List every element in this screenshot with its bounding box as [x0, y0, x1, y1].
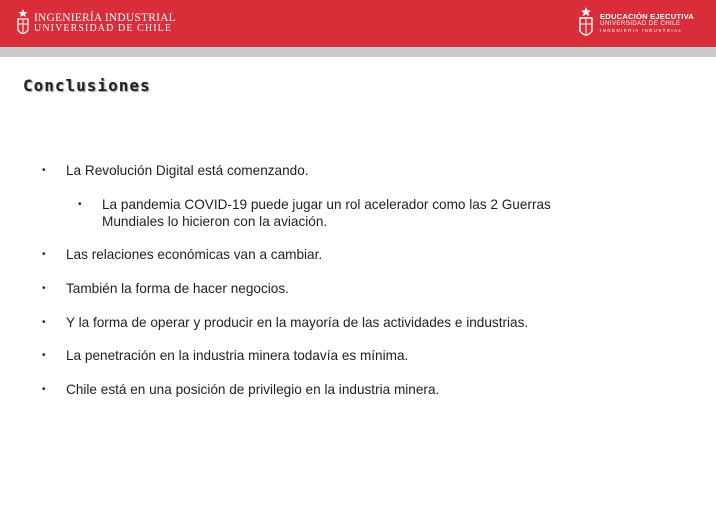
logo-left-line1: INGENIERÍA INDUSTRIAL — [34, 11, 176, 24]
logo-left-line2: UNIVERSIDAD DE CHILE — [34, 22, 173, 34]
bullet-dot: • — [42, 317, 46, 328]
bullet-text: Chile está en una posición de privilegio en la industria minera. — [66, 382, 440, 397]
ingenieria-industrial-logo — [16, 6, 176, 40]
bullet-dot: • — [42, 165, 46, 176]
bullet-text: Las relaciones económicas van a cambiar. — [66, 247, 323, 262]
bullet-dot: • — [42, 350, 46, 361]
bullet-dot: • — [42, 384, 46, 395]
bullet-text: Y la forma de operar y producir en la mayoría de las actividades e industrias. — [66, 315, 529, 330]
bullet-text: La Revolución Digital está comenzando. — [66, 163, 309, 178]
header-divider-strip — [0, 47, 716, 57]
slide-title: Conclusiones — [23, 76, 151, 95]
bullet-text: También la forma de hacer negocios. — [66, 281, 289, 296]
header-bar — [0, 0, 716, 47]
educacion-ejecutiva-logo — [578, 4, 694, 42]
bullet-text: La penetración en la industria minera todavía es mínima. — [66, 348, 409, 363]
bullet-dot: • — [42, 249, 46, 260]
university-crest-icon — [16, 8, 30, 38]
university-crest-icon — [578, 6, 594, 40]
bullet-dot: • — [78, 199, 82, 210]
logo-right-line3: INGENIERÍA INDUSTRIAL — [600, 28, 683, 34]
bullet-dot: • — [42, 283, 46, 294]
logo-right-line1: EDUCACIÓN EJECUTIVA — [600, 11, 694, 21]
bullet-text: La pandemia COVID-19 puede jugar un rol acelerador como las 2 Guerras Mundiales lo hicieron con la aviación. — [102, 197, 551, 229]
logo-right-line2: UNIVERSIDAD DE CHILE — [600, 20, 681, 28]
